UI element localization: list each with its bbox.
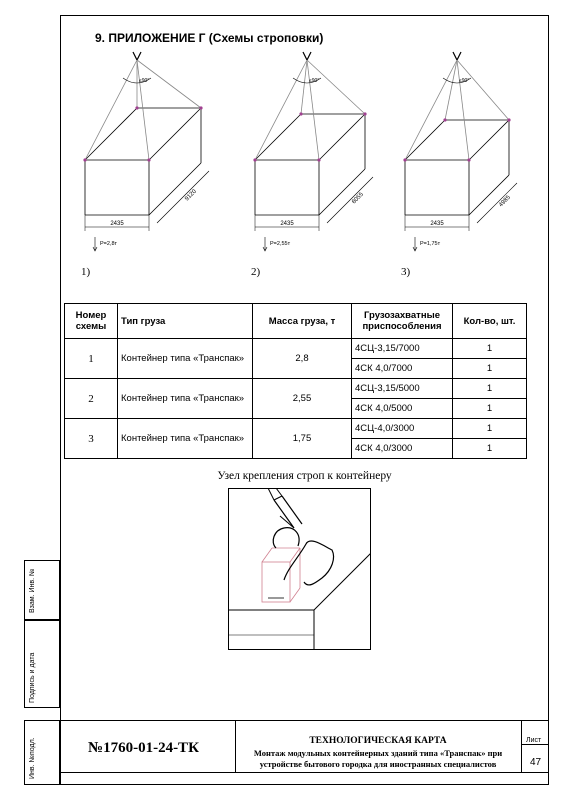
width-dim-label: 2435 [430, 221, 444, 227]
container-edge [405, 120, 445, 160]
header-scheme-num: Номер схемы [65, 304, 118, 339]
lifting-point [299, 112, 302, 115]
sling-line [137, 60, 201, 108]
depth-dim-line [157, 171, 209, 223]
sling-line [445, 60, 457, 120]
cell-count: 1 [453, 419, 527, 439]
header-count: Кол-во, шт. [453, 304, 527, 339]
cell-device: 4СК 4,0/3000 [352, 439, 453, 459]
sling-line [301, 60, 307, 114]
side-cell-signature [24, 620, 60, 708]
lifting-point [507, 118, 510, 121]
sling-line [255, 60, 307, 160]
rigging-schemes [60, 50, 549, 285]
lifting-point [403, 158, 406, 161]
cell-count: 1 [453, 399, 527, 419]
card-description: Монтаж модульных контейнерных зданий типа «Транспак» при устройстве бытового городка для иностранных специалистов [253, 748, 503, 769]
table-row [65, 419, 527, 439]
cell-device: 4СК 4,0/7000 [352, 359, 453, 379]
side-label-inventory: Инв. №подл. [29, 737, 36, 779]
sling-line [307, 60, 319, 160]
load-label: P=2,8т [100, 241, 118, 247]
load-label: P=1,75т [420, 241, 441, 247]
hook-icon [133, 52, 141, 60]
node-detail-title: Узел крепления строп к контейнеру [217, 470, 392, 482]
container-edge [319, 114, 365, 160]
lifting-point [135, 106, 138, 109]
angle-label: ≤90° [309, 78, 320, 84]
container-edge [149, 108, 201, 160]
load-label: P=2,55т [270, 241, 291, 247]
depth-dim-label: 6055 [351, 191, 365, 206]
cell-device: 4СК 4,0/5000 [352, 399, 453, 419]
sling-line [457, 60, 469, 160]
container-edge [255, 114, 301, 160]
container-edge [469, 175, 509, 215]
cell-mass: 1,75 [253, 419, 352, 459]
card-title: ТЕХНОЛОГИЧЕСКАЯ КАРТА [309, 736, 447, 746]
lifting-point [83, 158, 86, 161]
side-cell-replace [24, 560, 60, 620]
lifting-point [467, 158, 470, 161]
cell-device: 4СЦ-3,15/5000 [352, 379, 453, 399]
side-label-replace: Взам. Инв. № [29, 568, 36, 613]
sling-line [137, 60, 149, 160]
lifting-point [147, 158, 150, 161]
cell-device: 4СЦ-4,0/3000 [352, 419, 453, 439]
sheet-number: 47 [530, 757, 542, 768]
cell-device: 4СЦ-3,15/7000 [352, 339, 453, 359]
width-dim-label: 2435 [110, 221, 124, 227]
cell-count: 1 [453, 359, 527, 379]
cell-mass: 2,55 [253, 379, 352, 419]
lifting-point [363, 112, 366, 115]
sling-line [457, 60, 509, 120]
header-mass: Масса груза, т [253, 304, 352, 339]
scheme-number: 2) [251, 266, 261, 278]
header-cargo-type: Тип груза [118, 304, 253, 339]
hook-icon [303, 52, 311, 60]
sling-line [405, 60, 457, 160]
attachment-node-drawing [228, 488, 371, 650]
sheet-label: Лист [526, 737, 542, 744]
side-label-signature: Подпись и дата [29, 652, 36, 703]
sling-line [85, 60, 137, 160]
table-row [65, 339, 527, 359]
cell-mass: 2,8 [253, 339, 352, 379]
cell-cargo-type: Контейнер типа «Транспак» [118, 339, 253, 379]
scheme-number: 3) [401, 266, 411, 278]
angle-label: ≤90° [139, 78, 150, 84]
container-edge [85, 108, 137, 160]
angle-label: ≤90° [459, 78, 470, 84]
depth-dim-label: 9120 [184, 188, 198, 203]
side-cell-inventory [24, 720, 60, 785]
lifting-point [253, 158, 256, 161]
lifting-point [199, 106, 202, 109]
cell-scheme-num: 2 [65, 379, 118, 419]
cell-count: 1 [453, 439, 527, 459]
scheme-number: 1) [81, 266, 91, 278]
cargo-table [64, 303, 527, 459]
cell-cargo-type: Контейнер типа «Транспак» [118, 379, 253, 419]
page-title: 9. ПРИЛОЖЕНИЕ Г (Схемы строповки) [95, 31, 324, 45]
lifting-point [443, 118, 446, 121]
container-edge [469, 120, 509, 160]
cell-count: 1 [453, 379, 527, 399]
depth-dim-label: 4985 [498, 194, 512, 209]
cell-scheme-num: 3 [65, 419, 118, 459]
header-devices: Грузозахватные приспособления [352, 304, 453, 339]
lifting-point [317, 158, 320, 161]
sling-line [307, 60, 365, 114]
width-dim-label: 2435 [280, 221, 294, 227]
depth-dim-line [477, 183, 517, 223]
table-header-row [65, 304, 527, 339]
cell-cargo-type: Контейнер типа «Транспак» [118, 419, 253, 459]
hook-icon [453, 52, 461, 60]
cell-scheme-num: 1 [65, 339, 118, 379]
cell-count: 1 [453, 339, 527, 359]
table-row [65, 379, 527, 399]
side-stamp [24, 560, 60, 785]
document-code: №1760-01-24-ТК [88, 740, 199, 756]
